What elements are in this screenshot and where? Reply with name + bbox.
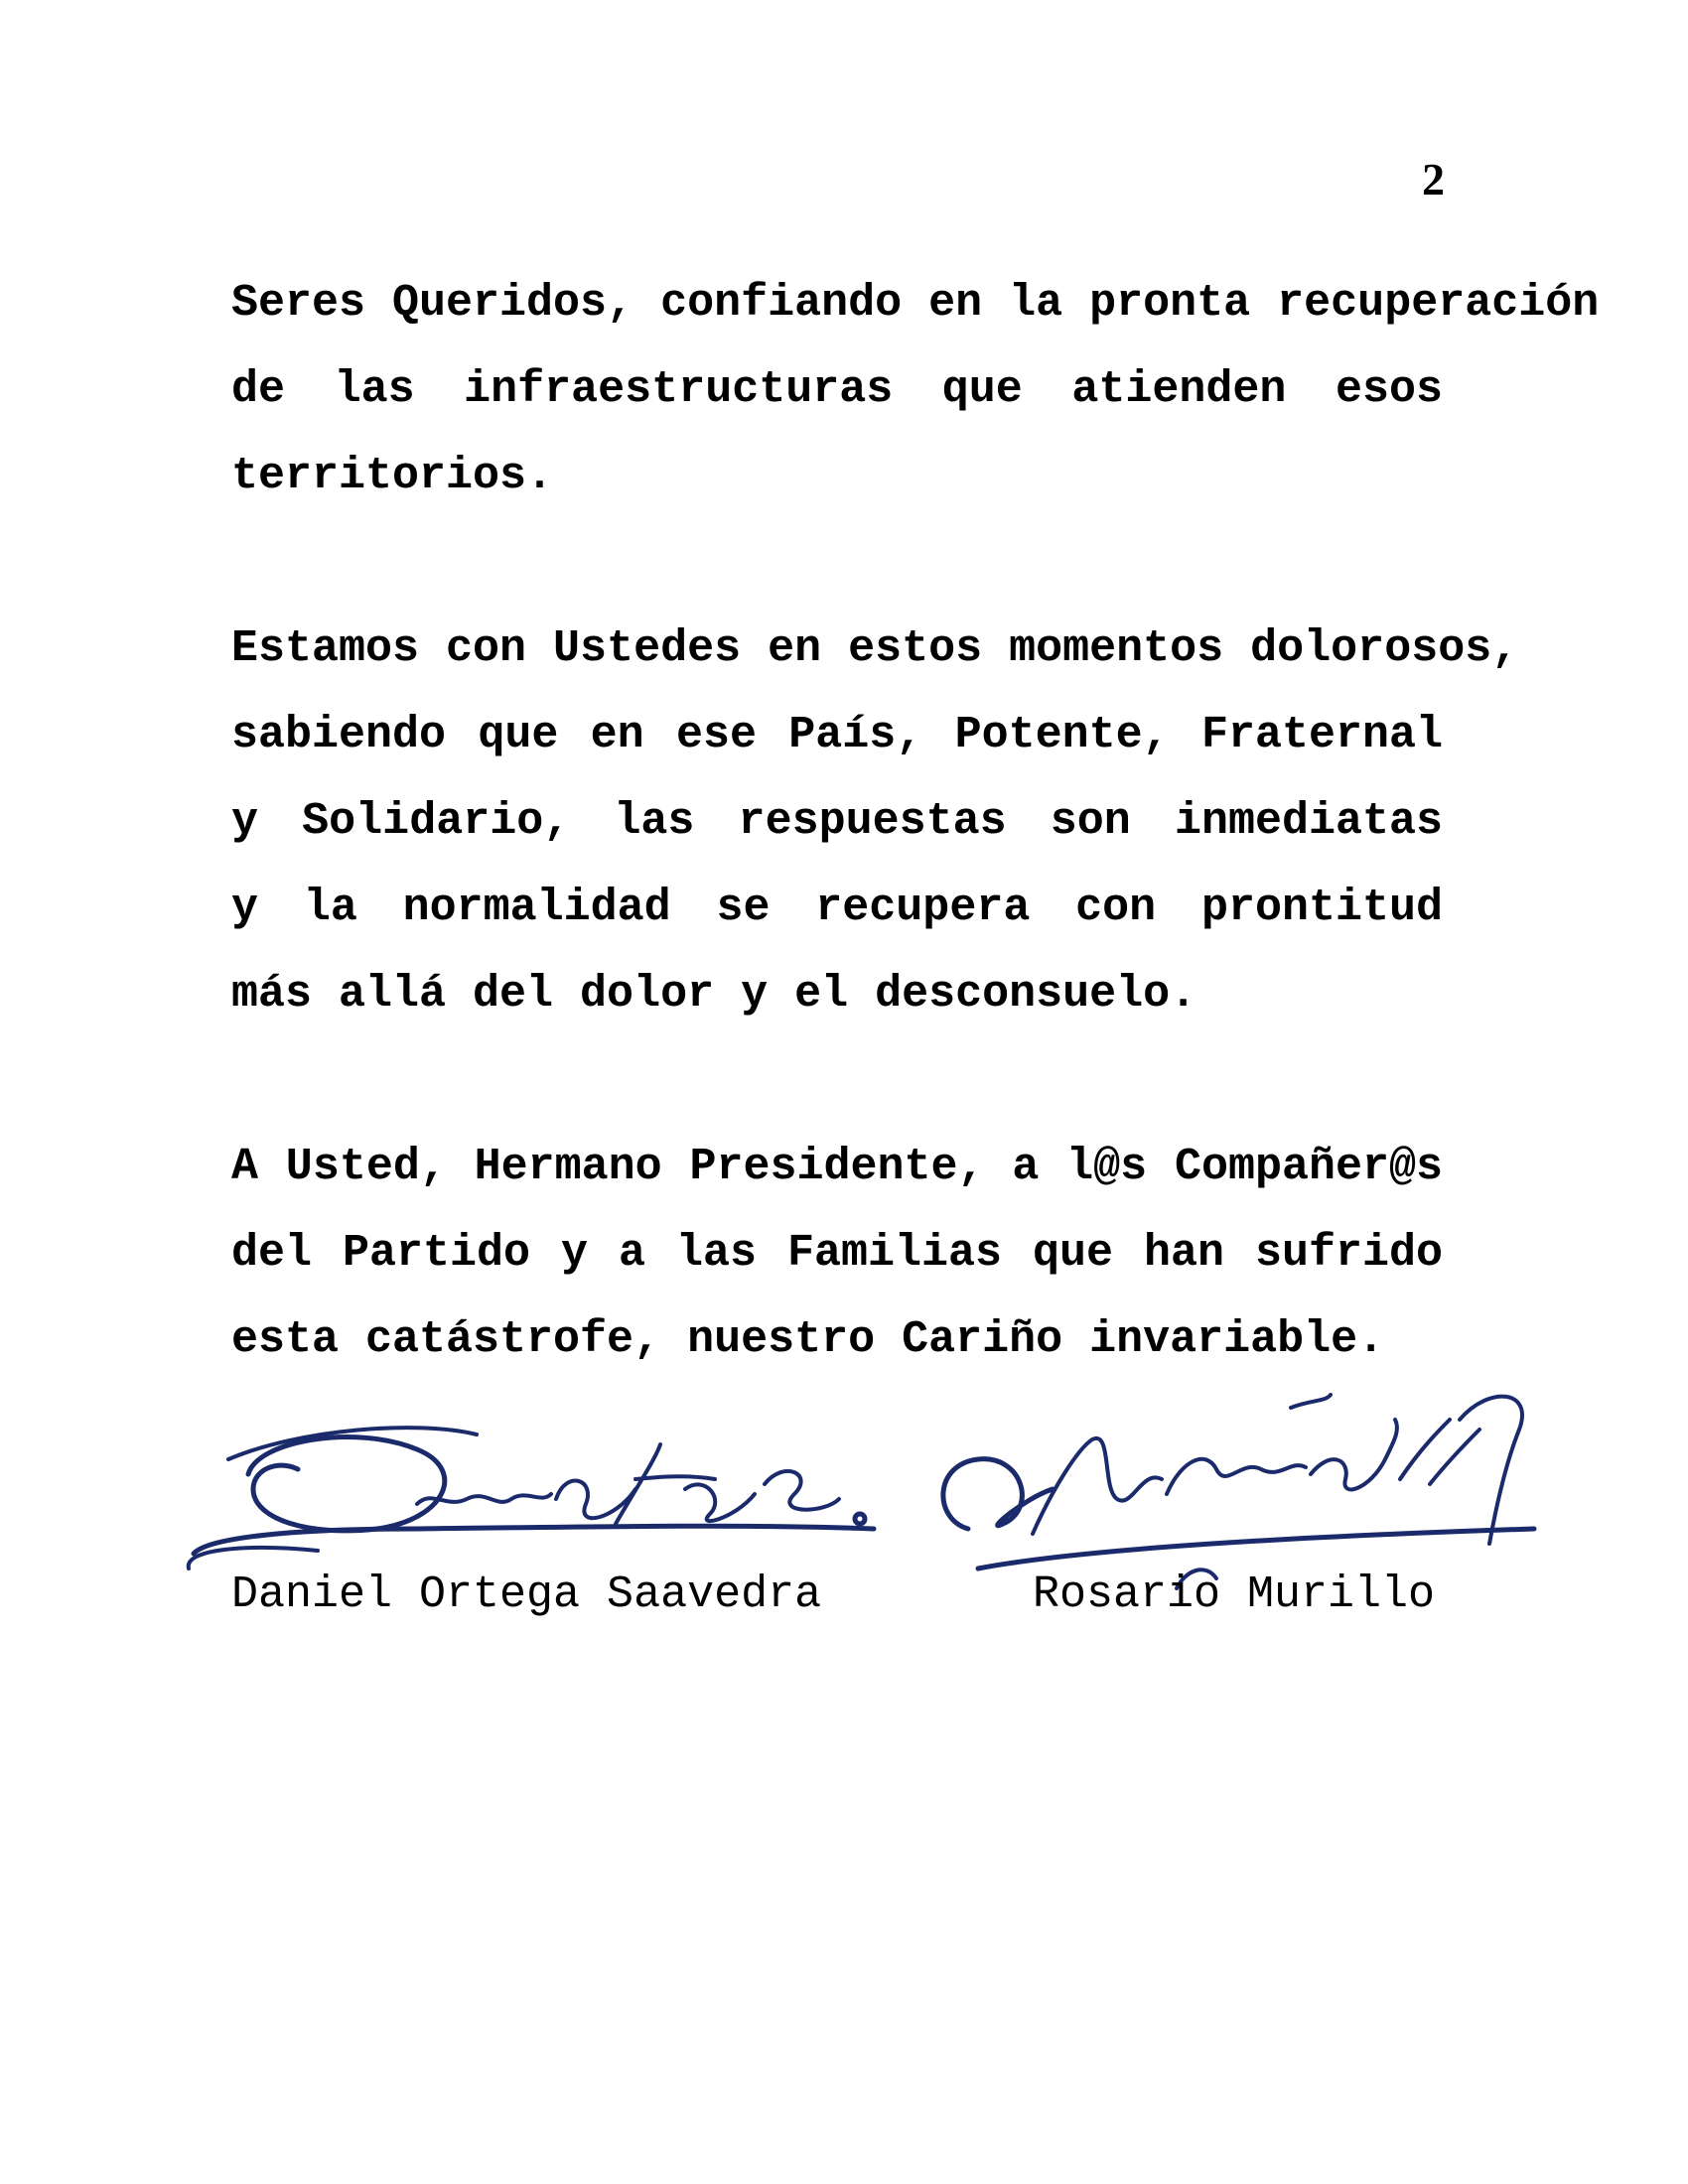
- page-number: 2: [1422, 154, 1445, 205]
- paragraph-2: [231, 606, 1519, 1037]
- text-line: y Solidario, las respuestas son inmediatas: [231, 796, 1443, 847]
- text-line: esta catástrofe, nuestro Cariño invariable.: [231, 1314, 1385, 1365]
- signer-name-daniel-ortega: Daniel Ortega Saavedra: [231, 1570, 822, 1620]
- text-line: A Usted, Hermano Presidente, a l@s Compañer@s: [231, 1142, 1443, 1192]
- text-line: Seres Queridos, confiando en la pronta recuperación: [231, 278, 1600, 329]
- text-line: sabiendo que en ese País, Potente, Fraternal: [231, 710, 1443, 760]
- text-line: Estamos con Ustedes en estos momentos dolorosos,: [231, 623, 1519, 674]
- text-line: de las infraestructuras que atienden esos: [231, 364, 1443, 415]
- paragraph-1: [231, 260, 1600, 519]
- letter-body: [231, 260, 1600, 1469]
- paragraph-3: [231, 1124, 1443, 1383]
- text-line: más allá del dolor y el desconsuelo.: [231, 969, 1197, 1020]
- signer-name-rosario-murillo: Rosario Murillo: [1033, 1570, 1436, 1620]
- text-line: del Partido y a las Familias que han sufrido: [231, 1228, 1443, 1279]
- text-line: y la normalidad se recupera con prontitud: [231, 883, 1443, 933]
- text-line: territorios.: [231, 451, 554, 501]
